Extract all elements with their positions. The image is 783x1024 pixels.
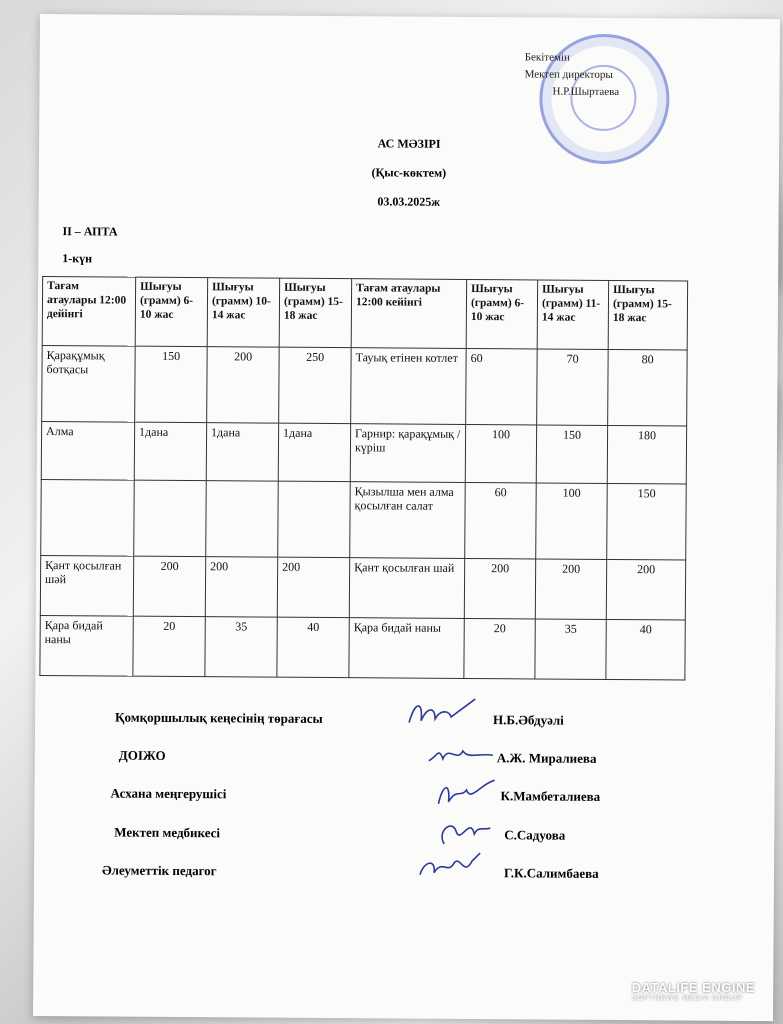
table-cell: 200 [606,559,685,620]
table-cell: 200 [133,556,205,617]
table-cell: 100 [465,424,536,482]
table-header-row [42,277,687,351]
handwritten-signature [430,812,502,851]
approval-name: Н.Р.Шыртаева [552,85,620,99]
watermark-sub: SOFTNEWS MEDIA GROUP [631,995,743,1002]
watermark-brand: DATALIFE ENGINE [631,980,755,995]
table-cell: Алма [41,422,134,481]
watermark-logo [632,980,755,1002]
table-row [40,616,685,681]
signature-name: К.Мамбеталиева [500,788,601,804]
table-cell: 20 [133,616,205,677]
table-cell [206,481,279,558]
table-cell: Гарнир: қарақұмық / күріш [350,424,465,483]
signature-role: Қомқоршылық кеңесінің төрағасы [115,709,323,726]
table-cell: Тауық етінен котлет [351,348,467,425]
table-cell: 1дана [206,423,278,482]
table-cell [41,480,135,557]
handwritten-signature [430,774,502,813]
table-cell: 250 [279,347,352,424]
table-cell: 150 [135,346,208,423]
table-cell: 35 [205,617,277,678]
table-cell [278,481,351,558]
handwritten-signature [405,695,477,734]
signature-role: Мектеп медбикесі [114,824,221,841]
column-header: Шығуы (грамм) 6-10 жас [135,277,207,347]
table-cell: 60 [466,348,538,424]
table-cell: 20 [464,618,535,678]
signature-name: С.Садуова [504,827,566,843]
page-title: АС МӘЗІРІ [377,136,441,151]
table-cell: 70 [537,349,609,425]
column-header: Шығуы (грамм) 15-18 жас [279,278,351,348]
table-cell: Қара бидай наны [40,616,133,677]
column-header: Шығуы (грамм) 6-10 жас [466,279,537,348]
table-cell: 35 [535,619,606,679]
table-row [40,556,685,621]
signature-role: Асхана меңгерушісі [110,785,227,802]
column-header: Шығуы (грамм) 15-18 жас [608,280,687,350]
table-cell: 150 [536,425,607,483]
signature-name: А.Ж. Миралиева [496,750,597,766]
column-header: Тағам атаулары 12:00 дейінгі [42,277,135,347]
table-cell: 200 [535,559,606,619]
table-cell: Қарақұмық ботқасы [42,346,136,423]
table-cell: 40 [606,619,685,680]
table-cell: Қант қосылған шәй [40,556,133,617]
table-cell: Қара бидай наны [349,618,464,679]
handwritten-signature [423,737,495,776]
table-cell: 60 [465,482,537,558]
approval-block [524,49,619,101]
table-cell: 1дана [278,423,350,482]
table-cell: 200 [205,557,277,618]
menu-date: 03.03.2025ж [377,194,441,209]
column-header: Тағам атаулары 12:00 кейінгі [351,279,466,349]
signature-role: Әлеуметтік педагог [101,862,217,879]
signature-name: Н.Б.Әбдуәлі [493,712,564,728]
table-cell: 80 [608,349,688,426]
table-cell: 200 [277,557,349,618]
column-header: Шығуы (грамм) 10-14 жас [207,278,279,348]
document-page [33,14,780,1021]
table-cell: 100 [536,483,608,559]
table-row [41,480,687,561]
approval-line: Бекітемін [524,51,570,64]
season-label: (Қыс-көктем) [371,165,447,180]
approval-position: Мектеп директоры [524,68,613,81]
table-row [41,422,686,485]
signature-role: ДОІЖО [118,747,166,763]
column-header: Шығуы (грамм) 11-14 жас [537,280,608,349]
table-cell: 200 [464,558,535,618]
table-cell: 150 [607,483,687,560]
handwritten-signature [414,849,486,888]
table-cell: 40 [277,617,349,678]
signature-name: Г.К.Салимбаева [503,865,599,881]
day-label: 1-күн [62,251,93,266]
table-cell: 200 [207,347,280,424]
table-row [42,346,688,427]
table-cell: 1дана [134,422,206,481]
menu-table [39,276,688,681]
table-cell: Қант қосылған шай [349,558,464,619]
table-cell [134,480,207,557]
table-cell: 180 [607,425,686,484]
table-cell: Қызылша мен алма қосылған салат [350,482,466,559]
week-label: ІІ – АПТА [62,224,118,239]
